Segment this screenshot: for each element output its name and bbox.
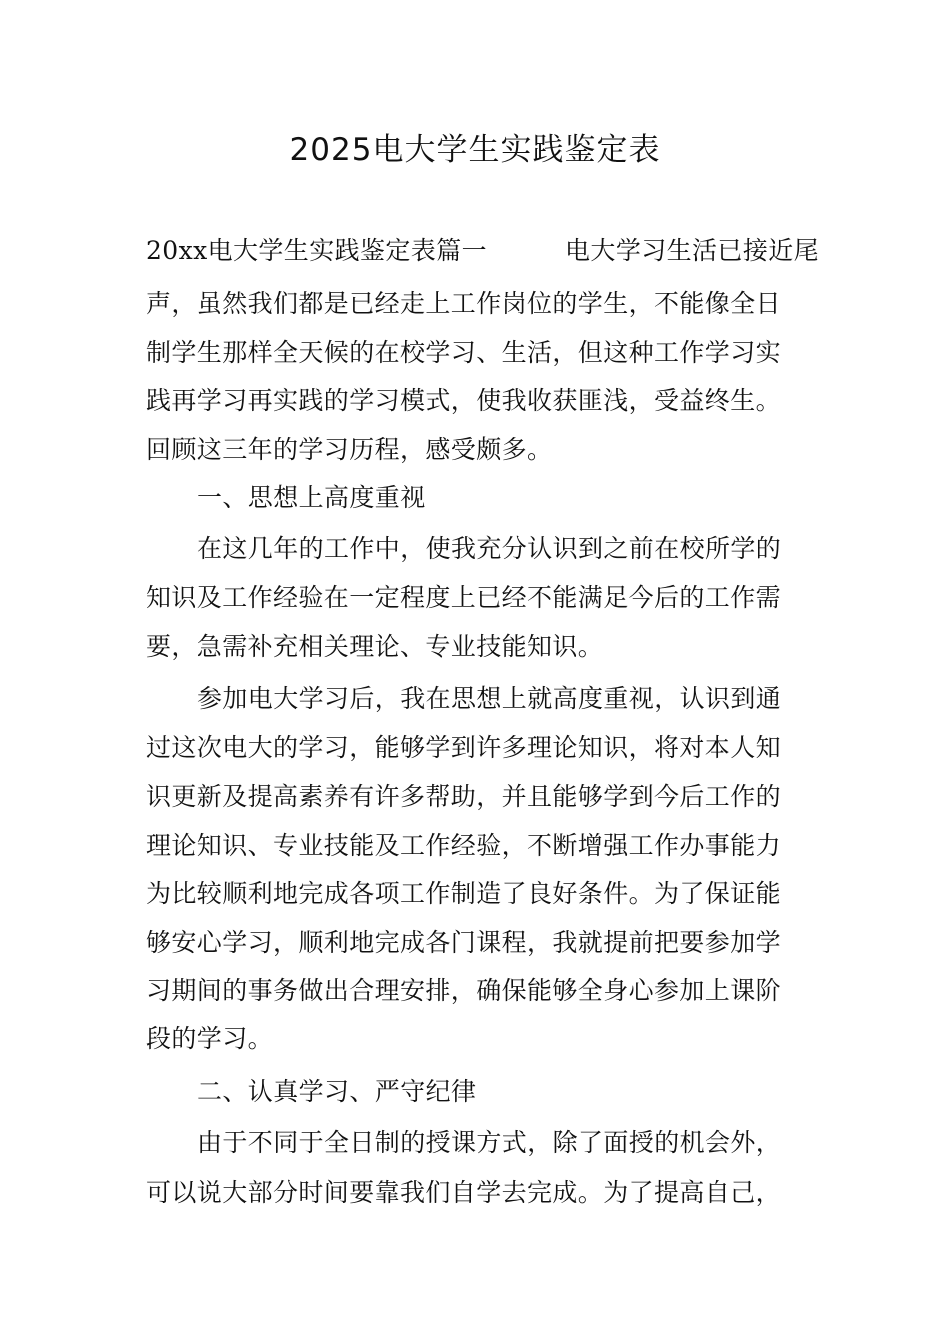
section-heading-2: 二、认真学习、严守纪律	[197, 1077, 477, 1106]
paragraph-line: 回顾这三年的学习历程，感受颇多。	[146, 435, 553, 464]
paragraph-line: 参加电大学习后，我在思想上就高度重视，认识到通	[197, 684, 782, 713]
document-title: 2025电大学生实践鉴定表	[289, 132, 661, 168]
paragraph-line: 段的学习。	[146, 1024, 274, 1053]
paragraph-line: 过这次电大的学习，能够学到许多理论知识，将对本人知	[146, 733, 782, 762]
paragraph-line: 习期间的事务做出合理安排，确保能够全身心参加上课阶	[146, 976, 782, 1005]
paragraph-line: 够安心学习，顺利地完成各门课程，我就提前把要参加学	[146, 928, 782, 957]
paragraph-line: 践再学习再实践的学习模式，使我收获匪浅，受益终生。	[146, 386, 782, 415]
paragraph-line-intro	[146, 234, 826, 268]
paragraph-line: 可以说大部分时间要靠我们自学去完成。为了提高自己，	[146, 1178, 782, 1207]
paragraph-line: 要，急需补充相关理论、专业技能知识。	[146, 632, 604, 661]
paragraph-line: 识更新及提高素养有许多帮助，并且能够学到今后工作的	[146, 782, 782, 811]
section-heading-1: 一、思想上高度重视	[197, 483, 426, 512]
paragraph-line: 知识及工作经验在一定程度上已经不能满足今后的工作需	[146, 583, 782, 612]
paragraph-line: 在这几年的工作中，使我充分认识到之前在校所学的	[197, 534, 782, 563]
paragraph-line: 为比较顺利地完成各项工作制造了良好条件。为了保证能	[146, 879, 782, 908]
intro-text: 电大学习生活已接近尾	[565, 236, 820, 265]
paragraph-line: 声，虽然我们都是已经走上工作岗位的学生，不能像全日	[146, 289, 782, 318]
paragraph-line: 理论知识、专业技能及工作经验，不断增强工作办事能力	[146, 831, 782, 860]
intro-heading: 20xx电大学生实践鉴定表篇一	[146, 236, 488, 265]
paragraph-line: 由于不同于全日制的授课方式，除了面授的机会外，	[197, 1128, 782, 1157]
paragraph-line: 制学生那样全天候的在校学习、生活，但这种工作学习实	[146, 338, 782, 367]
